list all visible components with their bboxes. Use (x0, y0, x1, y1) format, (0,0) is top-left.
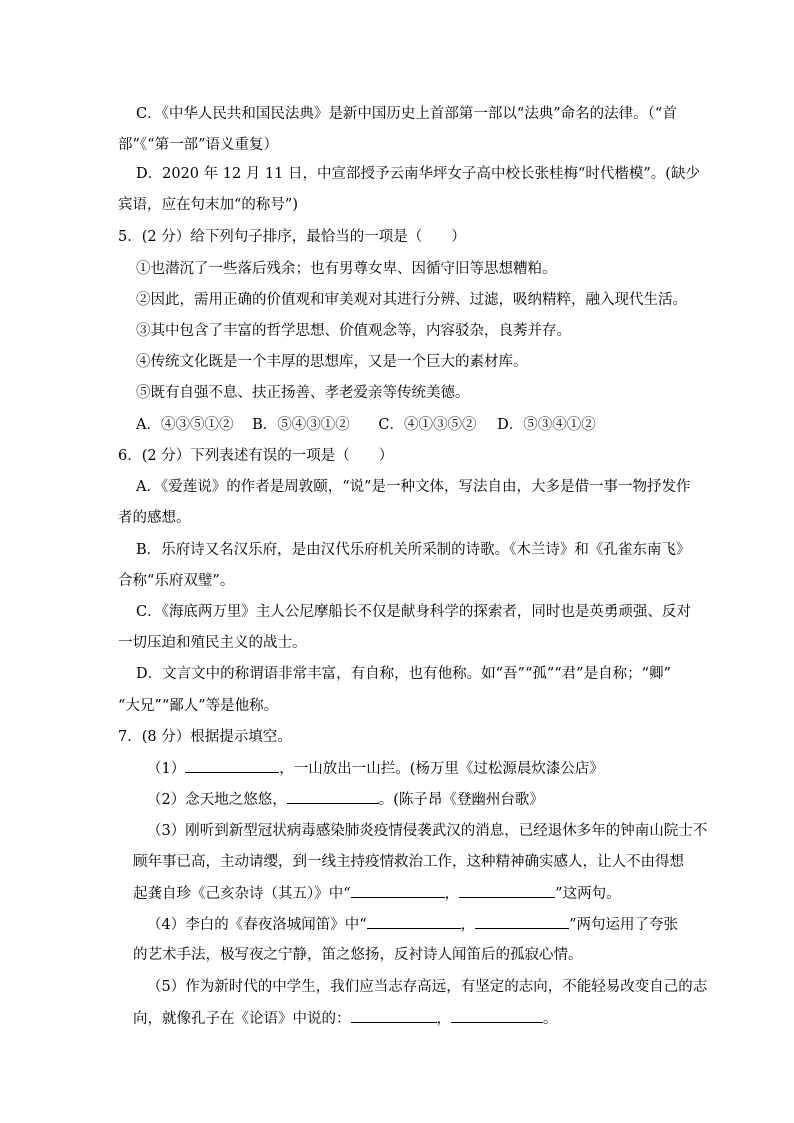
q5-stem: 5．(2 分）给下列句子排序，最恰当的一项是（ ） (118, 229, 466, 245)
q7-fill-5-prefix: 向，就像孔子在《论语》中说的： (133, 1011, 351, 1027)
q5-options (136, 415, 596, 435)
q7-fill-3-line1: （3）刚听到新型冠状病毒感染肺炎疫情侵袭武汉的消息，已经退休多年的钟南山院士不 (147, 823, 708, 839)
q7-fill-4-line2: 的艺术手法，极写夜之宁静，笛之悠扬，反衬诗人闻笛后的孤寂心情。 (133, 947, 583, 963)
q5-option-c: C．④①③⑤② (378, 417, 477, 433)
q7-fill-4-prefix: （4）李白的《春夜洛城闻笛》中“ (147, 917, 367, 933)
q5-option-d: D．⑤③④①② (497, 417, 596, 433)
q7-fill-3-suffix: ”这两句。 (555, 886, 621, 902)
q7-fill-3-prefix: 起龚自珍《己亥杂诗（其五）》中“ (133, 886, 351, 902)
q7-fill-1-blank[interactable] (185, 758, 279, 773)
q7-fill-5-comma: ， (436, 1011, 451, 1027)
q7-fill-2-suffix: 。(陈子昂《登幽州台歌》 (378, 792, 544, 808)
q7-fill-4-comma: ， (460, 917, 476, 933)
q5-sentence-3: ③其中包含了丰富的哲学思想、价值观念等，内容驳杂，良莠并存。 (136, 323, 571, 339)
q7-fill-3-comma: ， (444, 886, 460, 902)
q6-option-c-line1: C．《海底两万里》主人公尼摩船长不仅是献身科学的探索者，同时也是英勇顽强、反对 (136, 604, 691, 620)
q7-fill-5-line1: （5）作为新时代的中学生，我们应当志存高远，有坚定的志向，不能轻易改变自己的志 (147, 979, 708, 995)
q6-option-c-line2: 一切压迫和殖民主义的战士。 (118, 635, 307, 651)
q5-sentence-2: ②因此，需用正确的价值观和审美观对其进行分辨、过滤，吸纳精粹，融入现代生活。 (136, 292, 687, 308)
q5-sentence-4: ④传统文化既是一个丰厚的思想库，又是一个巨大的素材库。 (136, 354, 528, 370)
q4-option-d-line1: D．2020 年 12 月 11 日，中宣部授予云南华坪女子高中校长张桂梅“时代楷模”。(缺少 (136, 166, 700, 182)
q7-fill-1-prefix: （1） (147, 761, 186, 777)
q7-fill-5-blank-a[interactable] (351, 1008, 437, 1023)
q7-fill-2-blank[interactable] (287, 789, 379, 804)
q7-fill-3-line2: 顾年事已高，主动请缨，到一线主持疫情救治工作，这种精神确实感人，让人不由得想 (133, 854, 684, 870)
q7-stem: 7．(8 分）根据提示填空。 (118, 729, 292, 745)
q7-fill-2 (147, 789, 544, 810)
q6-option-d-line2: “大兄”“鄙人”等是他称。 (118, 698, 279, 714)
q6-option-a-line1: A．《爱莲说》的作者是周敦颐，“说”是一种文体，写法自由，大多是借一事一物抒发作 (136, 479, 691, 495)
q7-fill-4-blank-b[interactable] (475, 914, 569, 929)
q7-fill-1 (147, 758, 604, 779)
q7-fill-5-period: 。 (543, 1011, 558, 1027)
q7-fill-4-line1 (147, 914, 678, 935)
q6-option-d-line1: D．文言文中的称谓语非常丰富，有自称，也有他称。如“吾”“孤”“君”是自称；“卿” (136, 666, 671, 682)
q6-option-a-line2: 者的感想。 (118, 510, 191, 526)
q4-option-d-line2: 宾语，应在句末加“的称号”) (118, 197, 298, 213)
q5-option-b: B．⑤④③①② (252, 417, 350, 433)
q6-option-b-line1: B．乐府诗又名汉乐府，是由汉代乐府机关所采制的诗歌。《木兰诗》和《孔雀东南飞》 (136, 542, 691, 558)
q5-option-a: A．④③⑤①② (136, 417, 234, 433)
q4-option-c-line1: C．《中华人民共和国民法典》是新中国历史上首部第一部以“法典”命名的法律。（“首 (136, 106, 677, 122)
q7-fill-5-line2 (133, 1008, 558, 1029)
q7-fill-3-blank-a[interactable] (351, 883, 445, 898)
q7-fill-1-suffix: ，一山放出一山拦。(杨万里《过松源晨炊漆公店》 (279, 761, 604, 777)
q4-option-c-line2: 部”《“第一部”语义重复） (118, 137, 278, 153)
q7-fill-2-prefix: （2）念天地之悠悠， (147, 792, 287, 808)
q6-option-b-line2: 合称“乐府双璧”。 (118, 573, 235, 589)
q7-fill-5-blank-b[interactable] (451, 1008, 543, 1023)
q7-fill-4-blank-a[interactable] (367, 914, 461, 929)
q7-fill-3-blank-b[interactable] (459, 883, 555, 898)
q5-sentence-5: ⑤既有自强不息、扶正扬善、孝老爱亲等传统美德。 (136, 385, 470, 401)
q5-sentence-1: ①也潜沉了一些落后残余；也有男尊女卑、因循守旧等思想糟粕。 (136, 261, 557, 277)
q6-stem: 6．(2 分）下列表述有误的一项是（ ） (118, 448, 394, 464)
q7-fill-4-suffix: ”两句运用了夸张 (569, 917, 679, 933)
q7-fill-3-line3 (133, 883, 621, 904)
